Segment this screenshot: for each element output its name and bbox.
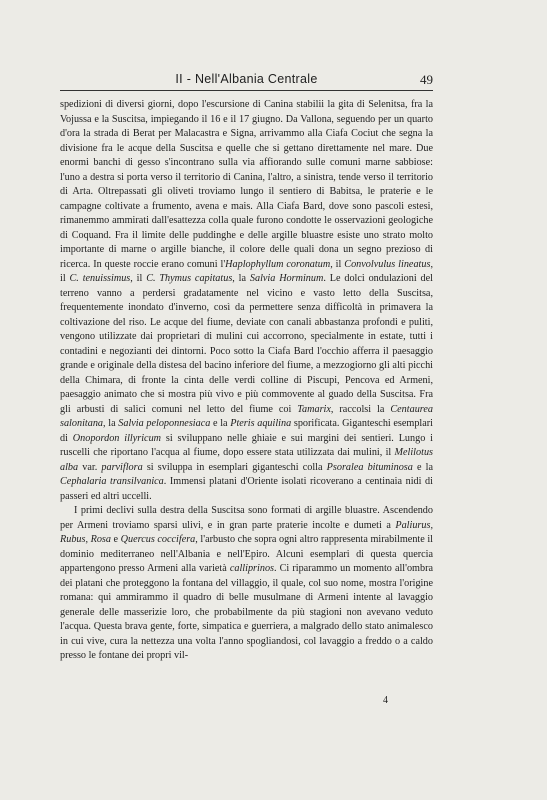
paragraph	[60, 98, 433, 504]
italic-text-run: Psoralea bituminosa	[326, 461, 413, 473]
page-number: 49	[420, 72, 433, 87]
text-run: I primi declivi sulla destra della Suscitsa sono formati di argille bluastre. Ascendendo per Armeni troviamo sparsi ulivi, e in gran parte praterie incolte e dumeti a	[60, 505, 433, 531]
text-run: e	[110, 534, 121, 545]
italic-text-run: C. Thymus capitatus	[146, 273, 233, 284]
italic-text-run: calliprinos	[229, 563, 275, 574]
italic-text-run: C. tenuissimus	[69, 273, 131, 284]
italic-text-run: Salvia Horminum	[249, 273, 324, 284]
text-run: , l'arbusto che sopra ogni altro rappresenta mirabilmente il dominio mediterraneo nell'Albania e nell'Epiro. Alcuni esemplari di questa quercia appartengono presso Armeni alla varietà	[60, 534, 433, 574]
text-run: si sviluppano nelle ghiaie e sui margini dei sentieri. Lungo i ruscelli che riportano l'acqua al fiume, dopo essere stata utilizzata dai mulini, il	[60, 432, 434, 458]
italic-text-run: Tamarix	[297, 403, 331, 415]
text-run: . Ci riparammo un momento all'ombra dei platani che proteggono la fontana del villaggio, il quale, col suo nome, mostra l'origine romana: qui ammirammo il quadro di belle musulmane di Armeni intente al lavaggio generale delle masserizie loro, che probabilmente da più stagioni non avevano veduto l'acqua. Questa brava gente, forte, simpatica e guerriera, a malgrado dello stato animalesco in cui vive, cura la nettezza una volta l'anno spogliandosi, col lavaggio a freddo o a caldo presso le fontane dei propri vil-	[60, 563, 433, 661]
italic-text-run: parviflora	[101, 461, 143, 473]
text-run: , il	[330, 258, 345, 270]
text-run: e la	[412, 461, 433, 473]
paragraph	[60, 504, 433, 664]
text-run: var.	[78, 461, 102, 473]
italic-text-run: Cephalaria transilvanica	[60, 476, 164, 487]
italic-text-run: Pteris aquilina	[230, 418, 292, 429]
running-header	[60, 72, 433, 92]
text-run: si sviluppa in esemplari giganteschi colla	[142, 461, 327, 473]
italic-text-run: Quercus coccifera	[120, 534, 196, 545]
text-run: sporificata. Giganteschi esemplari di	[60, 418, 434, 444]
italic-text-run: Convolvulus lineatus	[344, 258, 431, 270]
signature-mark: 4	[383, 695, 388, 706]
text-run: . Immensi platani d'Oriente isolati ricoverano a centinaia nidi di passeri ed altri uccelli.	[60, 476, 433, 502]
text-run: , il	[60, 258, 433, 284]
text-run: , raccolsi la	[330, 403, 391, 415]
italic-text-run: Centaurea salonitana	[60, 403, 433, 429]
text-run: , la	[232, 273, 250, 284]
text-run: spedizioni di diversi giorni, dopo l'escursione di Canina stabilii la gita di Selenitsa, fra la Vojussa e la Suscitsa, impiegando il 16 e il 17 giugno. Da Vallona, seguendo per un quarto d'ora la strada di Berat per Malacastra e Signa, arrivammo alla Ciafa Cociut che segna la divisione fra le acque della Suscitsa e quelle che si gettano direttamente nel mare. Due enormi banchi di gesso s'incontrano sulla via affiorando sulle comuni marne sabbiose: l'uno a destra si porta verso il territorio di Canina, l'altro, a sinistra, tende verso il territorio di Arta. Oltrepassati gli oliveti troviamo lungo il sentiero di Babitsa, le praterie e le campagne coltivate a frumento, avena e mais. Alla Ciafa Bard, dove sono pascoli estesi, rimanemmo ammirati dall'esattezza colla quale furono condotte le osservazioni geologiche di Coquand. Fra il limite delle puddinghe e delle argille bluastre esiste uno strato molto importante di marne o argille bianche, il colore delle quali dona un segno prezioso di ricerca. In queste roccie erano comuni l'	[60, 99, 433, 270]
text-run: , il	[130, 273, 147, 284]
text-run: e la	[210, 418, 231, 429]
italic-text-run: Paliurus, Rubus, Rosa	[60, 519, 433, 545]
italic-text-run: Onopordon illyricum	[72, 432, 162, 444]
header-rule	[60, 90, 433, 91]
text-run: . Le dolci ondulazioni del terreno vanno a perdersi gradatamente nel vicino e vasto letto della Suscitsa, frequentemente inondato d'inverno, così da permettere senza difficoltà in primavera la coltivazione del riso. Le acque del fiume, deviate con canali abbastanza profondi e puliti, vengono utilizzate dai proprietari di mulini cui accorrono, specialmente in estate, tutti i contadini e negozianti dei dintorni. Poco sotto la Ciafa Bard l'occhio afferra il paesaggio grande e originale della distesa del bacino inferiore del fiume, a mezzogiorno gli alti picchi della Chimara, di fronte la cinta delle verdi colline di Piscupi, Pencova ed Armeni, paesaggio animato che si mostra più vivo e più commovente al guado della Suscitsa. Fra gli arbusti di salici comuni nel letto del fiume coi	[60, 273, 433, 415]
italic-text-run: Haplophyllum coronatum	[225, 258, 331, 270]
body-text	[60, 98, 433, 664]
running-title: II - Nell'Albania Centrale	[175, 72, 318, 86]
italic-text-run: Salvia peloponnesiaca	[118, 418, 211, 429]
text-run: , la	[103, 418, 119, 429]
italic-text-run: Melilotus alba	[60, 447, 433, 473]
